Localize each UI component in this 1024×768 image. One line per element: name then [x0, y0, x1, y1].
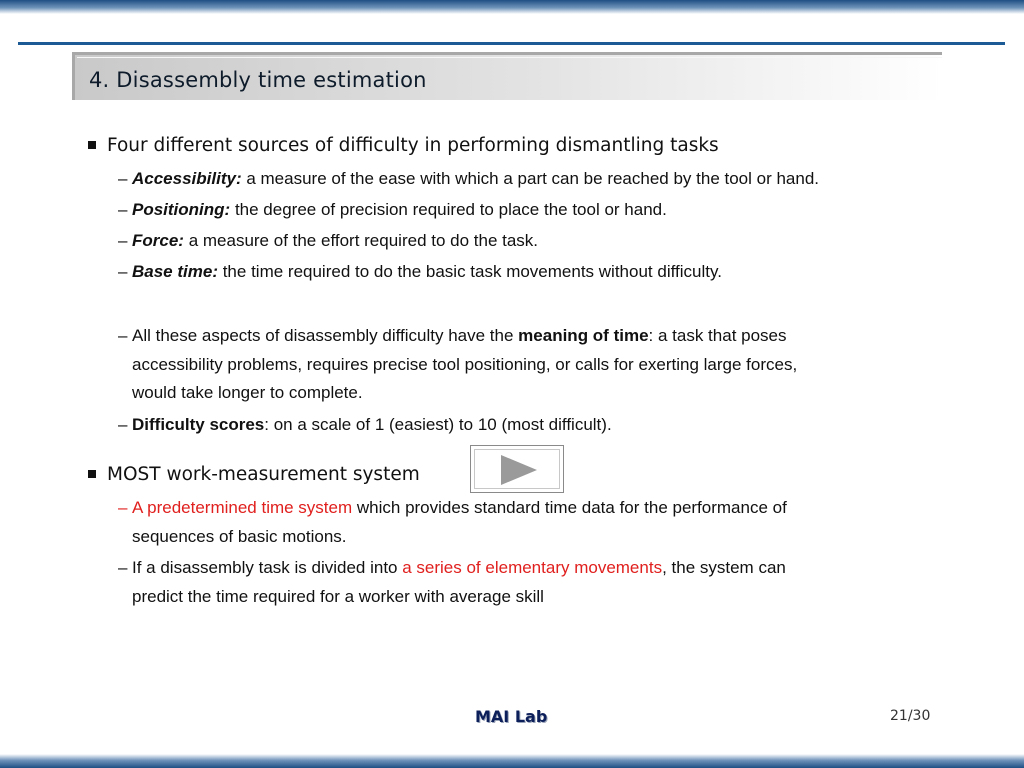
term-label: Base time: — [132, 262, 218, 281]
dash-marker: – — [118, 231, 128, 250]
bottom-gradient-band — [0, 754, 1024, 768]
list-item-elementary-movements — [118, 554, 918, 611]
footer-lab-name: MAI Lab — [475, 707, 548, 726]
dash-marker: – — [118, 169, 128, 188]
page-number: 21/30 — [890, 708, 931, 724]
play-icon — [499, 454, 539, 486]
difficulty-scores-text: : on a scale of 1 (easiest) to 10 (most difficult). — [264, 415, 612, 434]
aspects-text-line3: would take longer to complete. — [132, 383, 363, 402]
term-label: Positioning: — [132, 200, 231, 219]
predetermined-time-highlight: A predetermined time system — [132, 498, 353, 517]
dash-marker: – — [118, 200, 128, 219]
square-bullet-icon — [88, 141, 96, 149]
list-item-predetermined-time — [118, 494, 918, 551]
list-item-accessibility — [118, 165, 918, 194]
bullet-heading: Four different sources of difficulty in performing dismantling tasks — [107, 135, 719, 156]
elementary-movements-highlight: a series of elementary movements — [402, 558, 663, 577]
dash-marker: – — [118, 498, 128, 517]
list-item-difficulty-scores — [118, 411, 918, 440]
term-label: Force: — [132, 231, 184, 250]
bullet-most-system — [88, 464, 420, 485]
top-gradient-band — [0, 0, 1024, 14]
list-item-meaning-of-time — [118, 322, 918, 408]
term-description: the time required to do the basic task movements without difficulty. — [217, 262, 722, 281]
title-bar — [72, 52, 942, 100]
slide-title: 4. Disassembly time estimation — [89, 68, 427, 92]
aspects-text-post: : a task that poses — [648, 326, 787, 345]
header-rule — [18, 42, 1005, 45]
predetermined-time-line2: sequences of basic motions. — [132, 526, 347, 546]
list-item-base-time — [118, 258, 918, 287]
predetermined-time-text: which provides standard time data for the performance of — [352, 498, 787, 517]
elementary-text-line2: predict the time required for a worker with average skill — [132, 586, 544, 606]
list-item-force — [118, 227, 918, 256]
bullet-difficulty-sources — [88, 135, 719, 156]
dash-marker: – — [118, 262, 128, 281]
difficulty-scores-label: Difficulty scores — [132, 415, 265, 434]
term-description: the degree of precision required to place the tool or hand. — [230, 200, 667, 219]
aspects-text-line2: accessibility problems, requires precise tool positioning, or calls for exerting large forces, — [132, 354, 798, 374]
meaning-of-time-emphasis: meaning of time — [518, 326, 649, 345]
dash-marker: – — [118, 326, 128, 345]
elementary-text-pre: If a disassembly task is divided into — [132, 558, 403, 577]
dash-marker: – — [118, 415, 128, 434]
term-label: Accessibility: — [132, 169, 242, 188]
term-description: a measure of the effort required to do the task. — [183, 231, 539, 250]
dash-marker: – — [118, 558, 128, 577]
square-bullet-icon — [88, 470, 96, 478]
aspects-text-pre: All these aspects of disassembly difficulty have the — [132, 326, 519, 345]
list-item-positioning — [118, 196, 918, 225]
elementary-text-post: , the system can — [662, 558, 786, 577]
term-description: a measure of the ease with which a part can be reached by the tool or hand. — [241, 169, 820, 188]
bullet-heading: MOST work-measurement system — [107, 464, 420, 485]
play-button[interactable] — [470, 445, 564, 493]
